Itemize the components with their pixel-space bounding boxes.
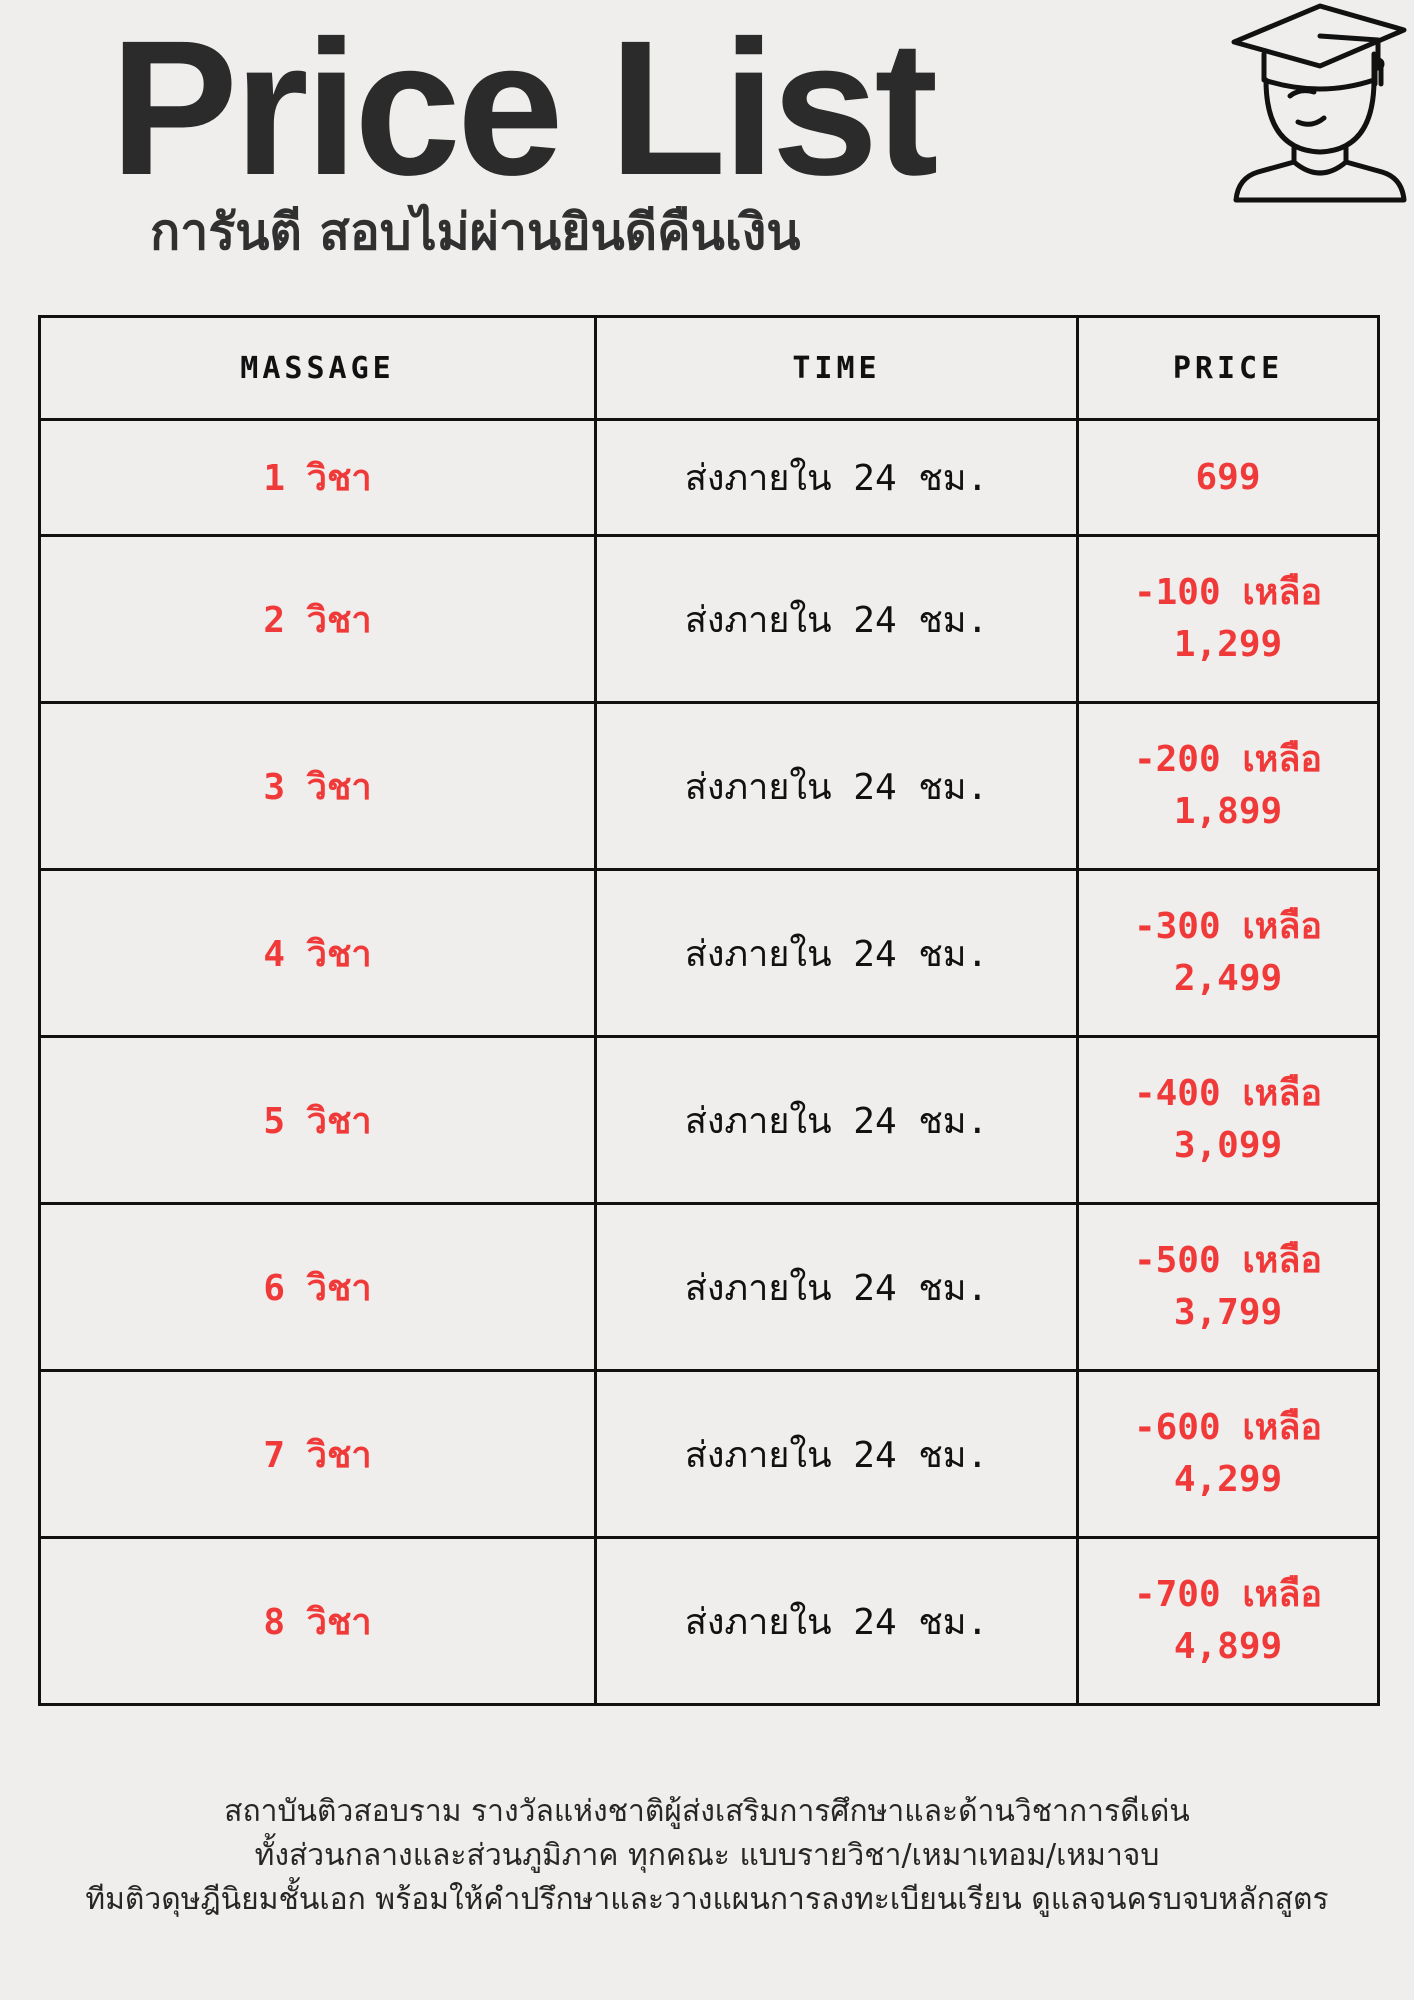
price-cell [1078, 703, 1379, 870]
page-title: Price List [110, 0, 935, 215]
table-row [40, 1538, 1379, 1705]
discount-text: -700 เหลือ [1133, 1574, 1323, 1615]
subject-cell: 6 วิชา [40, 1204, 596, 1371]
discount-text: -400 เหลือ [1133, 1073, 1323, 1114]
price-cell [1078, 420, 1379, 536]
table-row [40, 870, 1379, 1037]
footer-text [0, 1790, 1414, 1922]
column-header-massage: MASSAGE [40, 317, 596, 420]
table-row [40, 703, 1379, 870]
subject-cell: 3 วิชา [40, 703, 596, 870]
price-value: 3,799 [1173, 1292, 1283, 1333]
time-cell: ส่งภายใน 24 ชม. [596, 703, 1078, 870]
price-value: 2,499 [1173, 958, 1283, 999]
time-cell: ส่งภายใน 24 ชม. [596, 1538, 1078, 1705]
discount-text: -500 เหลือ [1133, 1240, 1323, 1281]
footer-line: ทั้งส่วนกลางและส่วนภูมิภาค ทุกคณะ แบบรายวิชา/เหมาเทอม/เหมาจบ [254, 1838, 1160, 1873]
time-cell: ส่งภายใน 24 ชม. [596, 536, 1078, 703]
price-table [38, 315, 1380, 1706]
time-cell: ส่งภายใน 24 ชม. [596, 870, 1078, 1037]
discount-text: -100 เหลือ [1133, 572, 1323, 613]
price-value: 1,299 [1173, 624, 1283, 665]
price-cell [1078, 870, 1379, 1037]
price-value: 4,299 [1173, 1459, 1283, 1500]
price-cell [1078, 536, 1379, 703]
footer-line: ทีมติวดุษฎีนิยมชั้นเอก พร้อมให้คำปรึกษาและวางแผนการลงทะเบียนเรียน ดูแลจนครบจบหลักสูตร [85, 1882, 1329, 1917]
subject-cell: 7 วิชา [40, 1371, 596, 1538]
table-row [40, 536, 1379, 703]
table-row [40, 420, 1379, 536]
time-cell: ส่งภายใน 24 ชม. [596, 1037, 1078, 1204]
price-cell [1078, 1204, 1379, 1371]
price-cell [1078, 1037, 1379, 1204]
subject-cell: 5 วิชา [40, 1037, 596, 1204]
time-cell: ส่งภายใน 24 ชม. [596, 1371, 1078, 1538]
table-row [40, 1037, 1379, 1204]
graduate-icon [1228, 0, 1408, 205]
discount-text: -600 เหลือ [1133, 1407, 1323, 1448]
column-header-time: TIME [596, 317, 1078, 420]
table-header-row [40, 317, 1379, 420]
page-subtitle: การันตี สอบไม่ผ่านยินดีคืนเงิน [150, 202, 801, 261]
price-value: 3,099 [1173, 1125, 1283, 1166]
discount-text: -200 เหลือ [1133, 739, 1323, 780]
price-cell [1078, 1538, 1379, 1705]
price-value: 1,899 [1173, 791, 1283, 832]
footer-line: สถาบันติวสอบราม รางวัลแห่งชาติผู้ส่งเสริมการศึกษาและด้านวิชาการดีเด่น [224, 1794, 1190, 1829]
subject-cell: 2 วิชา [40, 536, 596, 703]
time-cell: ส่งภายใน 24 ชม. [596, 1204, 1078, 1371]
subject-cell: 4 วิชา [40, 870, 596, 1037]
discount-text: -300 เหลือ [1133, 906, 1323, 947]
table-row [40, 1204, 1379, 1371]
price-value: 699 [1195, 456, 1261, 498]
time-cell: ส่งภายใน 24 ชม. [596, 420, 1078, 536]
price-value: 4,899 [1173, 1626, 1283, 1667]
price-cell [1078, 1371, 1379, 1538]
subject-cell: 8 วิชา [40, 1538, 596, 1705]
table-row [40, 1371, 1379, 1538]
column-header-price: PRICE [1078, 317, 1379, 420]
subject-cell: 1 วิชา [40, 420, 596, 536]
